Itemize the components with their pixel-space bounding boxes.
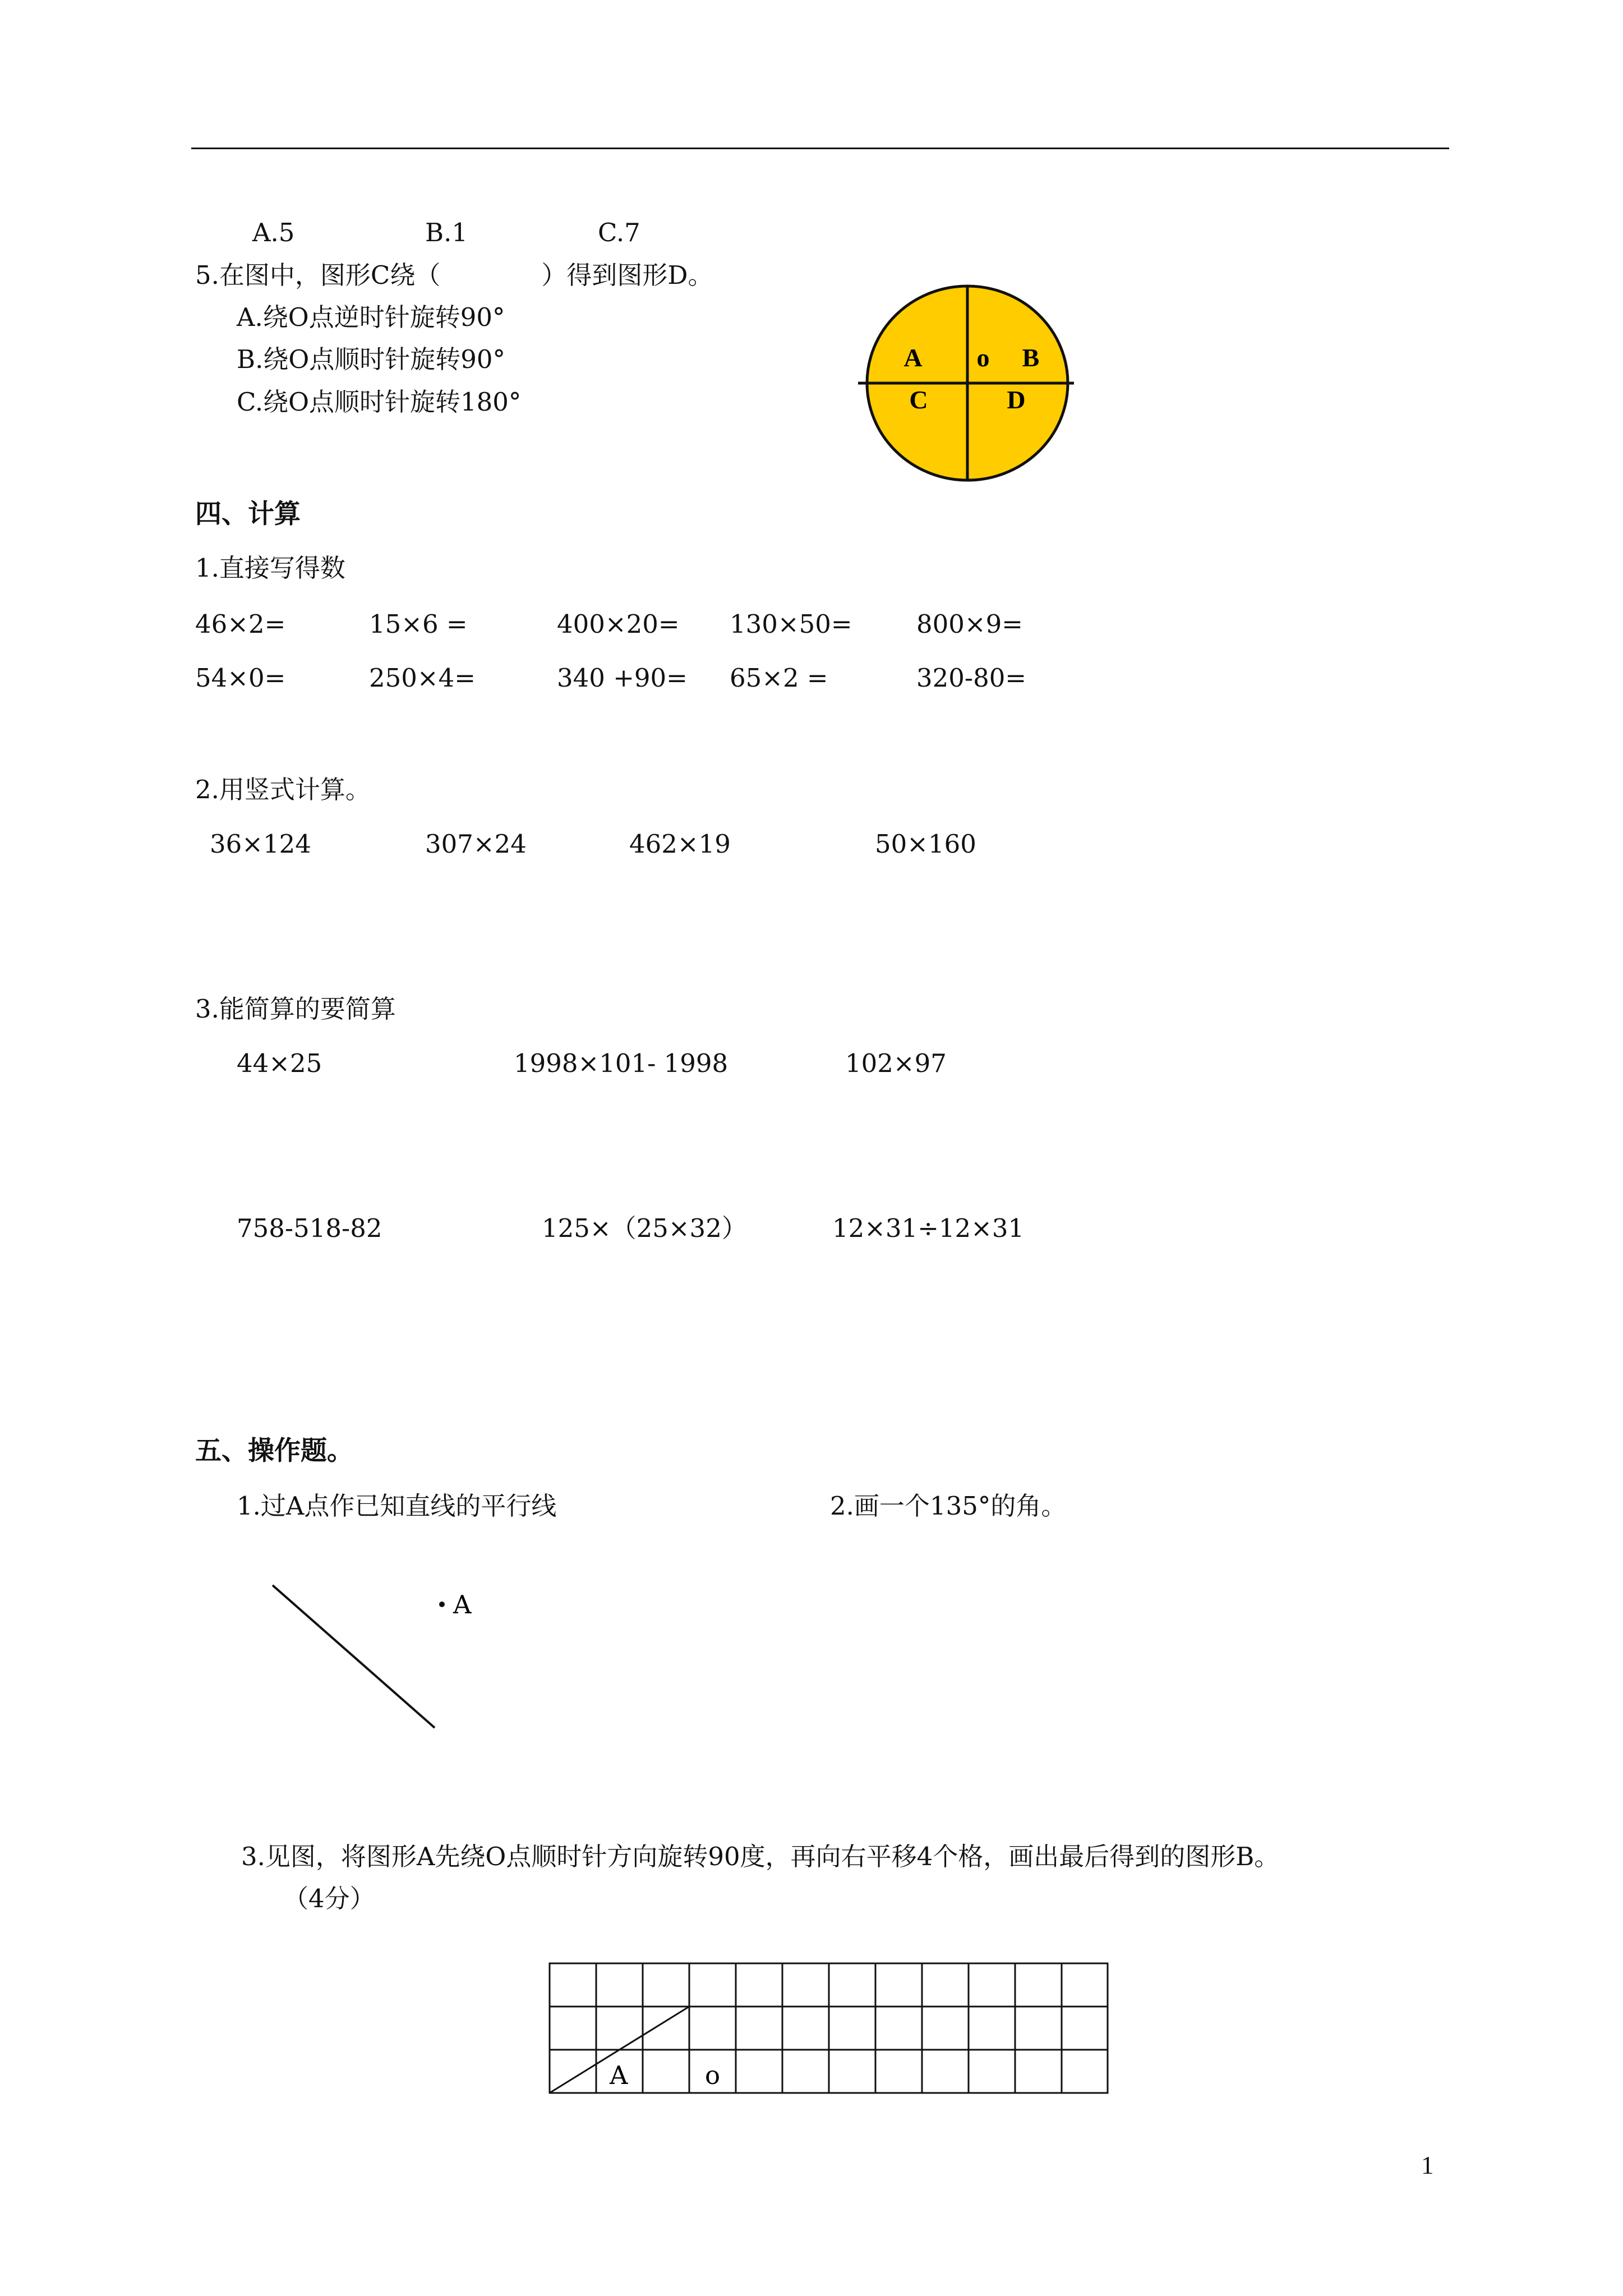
label-o: o <box>976 343 990 372</box>
page-number: 1 <box>1421 2151 1434 2179</box>
simplify-item: 12×31÷12×31 <box>832 1213 1025 1243</box>
option-c: C.7 <box>598 218 640 247</box>
simplify-item: 125×（25×32） <box>542 1213 747 1243</box>
rotation-grid-figure <box>547 1961 1113 2101</box>
section5-title: 五、操作题。 <box>195 1435 353 1466</box>
q5-option-b: B.绕O点顺时针旋转90° <box>237 344 506 374</box>
calc-item: 15×6 = <box>369 609 468 639</box>
calc-item: 65×2 = <box>730 663 828 693</box>
calc-item: 800×9= <box>916 609 1023 639</box>
grid-label-a: A <box>610 2060 628 2090</box>
label-b: B <box>1022 343 1040 372</box>
calc-item: 340 +90= <box>557 663 688 693</box>
simplify-item: 102×97 <box>845 1048 947 1078</box>
q5-2-text: 2.画一个135°的角。 <box>830 1491 1067 1521</box>
vertical-calc-item: 50×160 <box>875 829 976 859</box>
calc-item: 46×2= <box>195 609 286 639</box>
simplify-item: 758-518-82 <box>237 1213 382 1243</box>
simplify-item: 44×25 <box>237 1048 322 1078</box>
q5-stem: 5.在图中，图形C绕（ ）得到图形D。 <box>195 260 713 290</box>
quadrant-circle-figure <box>852 280 1077 488</box>
p1-title: 1.直接写得数 <box>195 553 345 583</box>
point-a-label: A <box>453 1590 472 1619</box>
calc-item: 400×20= <box>557 609 680 639</box>
q5-option-c: C.绕O点顺时针旋转180° <box>237 387 522 417</box>
option-a: A.5 <box>252 218 295 247</box>
vertical-calc-item: 462×19 <box>629 829 731 859</box>
label-d: D <box>1007 385 1026 414</box>
section4-title: 四、计算 <box>195 499 301 530</box>
parallel-line-figure <box>264 1576 499 1739</box>
q5-3-line1: 3.见图，将图形A先绕O点顺时针方向旋转90度，再向右平移4个格，画出最后得到的图形B。 <box>241 1842 1280 1871</box>
calc-item: 250×4= <box>369 663 476 693</box>
q5-3-line2: （4分） <box>283 1884 375 1913</box>
p2-title: 2.用竖式计算。 <box>195 775 371 804</box>
simplify-item: 1998×101- 1998 <box>514 1048 728 1078</box>
option-b: B.1 <box>425 218 468 247</box>
q5-1-text: 1.过A点作已知直线的平行线 <box>237 1491 557 1521</box>
given-line <box>273 1585 435 1728</box>
calc-item: 320-80= <box>916 663 1027 693</box>
vertical-calc-item: 307×24 <box>425 829 527 859</box>
header-rule <box>191 148 1449 149</box>
label-a: A <box>903 343 923 372</box>
vertical-calc-item: 36×124 <box>210 829 311 859</box>
calc-item: 130×50= <box>730 609 852 639</box>
label-c: C <box>909 385 928 414</box>
grid-label-o: o <box>705 2060 721 2090</box>
q5-option-a: A.绕O点逆时针旋转90° <box>237 302 505 332</box>
calc-item: 54×0= <box>195 663 286 693</box>
p3-title: 3.能简算的要简算 <box>195 994 396 1024</box>
point-a-dot <box>439 1602 445 1607</box>
